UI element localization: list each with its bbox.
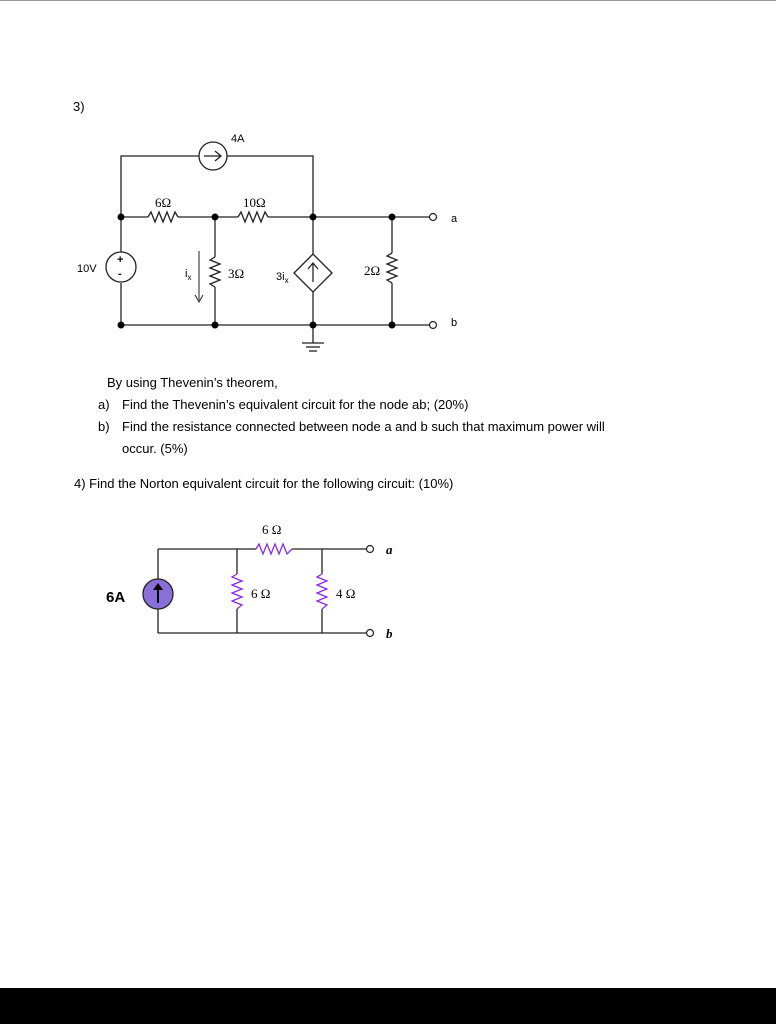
resistor-middle-6-ohm bbox=[232, 574, 242, 609]
problem-3-number: 3) bbox=[73, 99, 85, 114]
label-10v: 10V bbox=[77, 263, 97, 275]
label-plus: + bbox=[117, 254, 124, 266]
part-b-label: b) bbox=[98, 419, 110, 434]
bottom-bar bbox=[0, 988, 776, 1024]
label-6-ohm: 6Ω bbox=[155, 195, 172, 210]
terminal-4-b bbox=[367, 630, 374, 637]
resistor-top-6-ohm bbox=[256, 544, 292, 554]
label-minus: - bbox=[118, 268, 122, 280]
label-2-ohm: 2Ω bbox=[364, 263, 381, 278]
label-node-a: a bbox=[451, 213, 458, 225]
label-middle-6-ohm: 6 Ω bbox=[251, 586, 271, 601]
part-b-text: Find the resistance connected between node a and b such that maximum power will bbox=[122, 419, 605, 434]
label-right-4-ohm: 4 Ω bbox=[336, 586, 356, 601]
problem-3-intro: By using Thevenin’s theorem, bbox=[107, 375, 278, 390]
label-4a: 4A bbox=[231, 133, 245, 145]
part-b-text-continued: occur. (5%) bbox=[122, 441, 188, 456]
label-3-ohm: 3Ω bbox=[228, 266, 245, 281]
label-6a: 6A bbox=[106, 589, 126, 606]
terminal-4-a bbox=[367, 546, 374, 553]
label-4-node-b: b bbox=[386, 626, 393, 641]
label-10-ohm: 10Ω bbox=[243, 195, 266, 210]
label-ix: $i_x$ bbox=[185, 268, 192, 282]
problem-4-text: 4) Find the Norton equivalent circuit for the following circuit: (10%) bbox=[74, 476, 454, 491]
resistor-right-4-ohm bbox=[317, 574, 327, 609]
part-a-text: Find the Thevenin’s equivalent circuit for the node ab; (20%) bbox=[122, 397, 469, 412]
label-3ix: $3i_x$ bbox=[276, 271, 289, 285]
circuit-4-resistors bbox=[232, 544, 327, 609]
label-top-6-ohm: 6 Ω bbox=[262, 522, 282, 537]
label-node-b: b bbox=[451, 317, 458, 329]
current-source-6a bbox=[143, 579, 173, 609]
part-a-label: a) bbox=[98, 397, 110, 412]
label-4-node-a: a bbox=[386, 542, 393, 557]
